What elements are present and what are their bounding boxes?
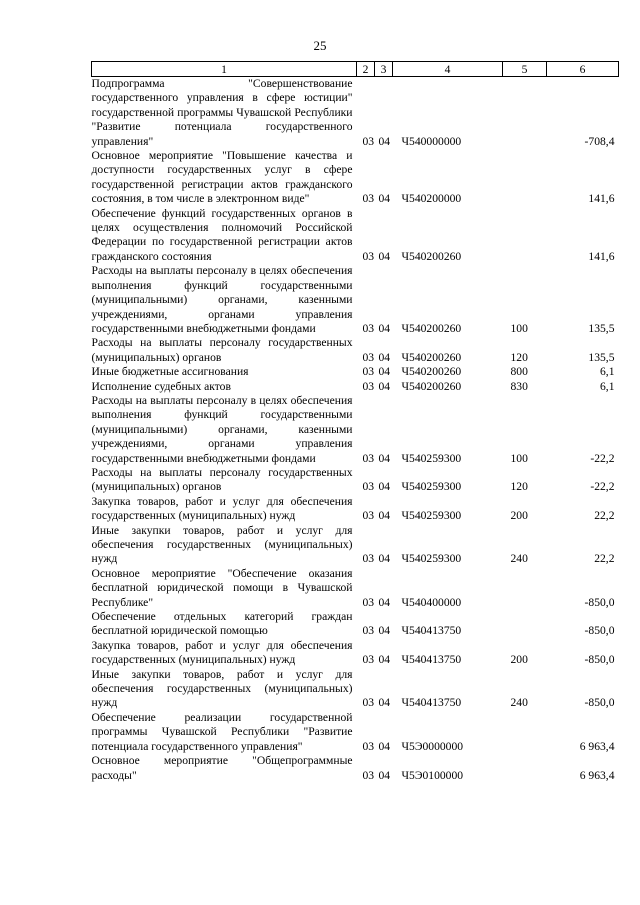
column-header-section: 2 [357,62,375,77]
row-amount: -850,0 [584,696,615,710]
row-amount: 22,2 [594,509,615,523]
row-name: Закупка товаров, работ и услуг для обеспечения государственных (муниципальных) нужд [91,494,353,523]
table-body [92,77,619,783]
row-name: Обеспечение функций государственных органов в целях осуществления полномочий Российской Федерации по государственной регистрации актов гражданского состояния [91,206,353,263]
row-expense-type: 100 [510,321,528,335]
column-header-name: 1 [92,62,357,77]
row-section: 03 [362,379,375,393]
table-row [92,668,619,711]
column-header-subsection: 3 [375,62,393,77]
row-amount: -22,2 [590,480,615,494]
row-section: 03 [362,696,375,710]
row-target-item: Ч540259300 [401,509,462,523]
table-row [92,567,619,610]
row-section: 03 [362,624,375,638]
row-target-item: Ч540259300 [401,552,462,566]
row-name: Закупка товаров, работ и услуг для обеспечения государственных (муниципальных) нужд [91,638,353,667]
row-expense-type: 200 [510,653,528,667]
row-expense-type [503,77,547,150]
row-name: Основное мероприятие "Общепрограммные расходы" [91,754,353,782]
row-subsection: 04 [378,653,391,667]
row-expense-type [503,567,547,610]
row-name: Обеспечение отдельных категорий граждан бесплатной юридической помощью [91,610,353,638]
row-section: 03 [362,365,375,379]
row-name: Иные закупки товаров, работ и услуг для обеспечения государственных (муниципальных) нужд [91,667,353,710]
row-target-item: Ч5Э0000000 [401,739,464,753]
page-number: 25 [313,38,327,53]
row-amount: 141,6 [588,249,615,263]
row-section: 03 [362,192,375,206]
row-section: 03 [362,552,375,566]
row-section: 03 [362,134,375,148]
row-target-item: Ч540200260 [401,365,462,379]
row-expense-type: 200 [510,509,528,523]
row-subsection: 04 [378,595,391,609]
row-subsection: 04 [378,696,391,710]
row-name: Расходы на выплаты персоналу в целях обеспечения выполнения функций государственными (муниципальными) органами, казенными учреждениями, органами управления государственными внебюджетными фондами [91,264,353,335]
row-section: 03 [362,321,375,335]
row-name: Подпрограмма "Совершенствование государственного управления в сфере юстиции" государственной программы Чувашской Республики "Развитие потенциала государственного управления" [91,77,353,148]
row-section: 03 [362,739,375,753]
row-expense-type: 800 [510,365,528,379]
row-target-item: Ч540000000 [401,134,462,148]
table-row [92,524,619,567]
row-name: Основное мероприятие "Повышение качества и доступности государственных услуг в сфере государственной регистрации актов гражданского состояния, в том числе в электронном виде" [91,149,353,206]
table-row [92,336,619,365]
row-target-item: Ч540413750 [401,624,462,638]
row-section: 03 [362,653,375,667]
table-row [92,495,619,524]
row-target-item: Ч540413750 [401,653,462,667]
table-row [92,610,619,639]
table-row [92,149,619,207]
row-amount: 135,5 [588,350,615,364]
row-section: 03 [362,350,375,364]
row-subsection: 04 [378,451,391,465]
row-expense-type: 120 [510,480,528,494]
table-row [92,394,619,466]
row-target-item: Ч540200000 [401,192,462,206]
row-expense-type [503,610,547,639]
row-expense-type: 830 [510,379,528,393]
table-row [92,754,619,783]
table-row [92,380,619,394]
table-row [92,365,619,379]
row-target-item: Ч540200260 [401,321,462,335]
row-subsection: 04 [378,768,391,782]
table-row [92,466,619,495]
table-header [92,62,619,77]
row-subsection: 04 [378,365,391,379]
table-row [92,77,619,150]
budget-table [91,61,619,783]
column-header-amount: 6 [547,62,619,77]
row-section: 03 [362,768,375,782]
row-amount: 6,1 [600,365,615,379]
row-expense-type [503,754,547,783]
row-name: Иные бюджетные ассигнования [91,365,249,379]
row-name: Обеспечение реализации государственной программы Чувашской Республики "Развитие потенциала государственного управления" [91,710,353,753]
row-expense-type: 100 [510,451,528,465]
row-amount: 22,2 [594,552,615,566]
row-name: Расходы на выплаты персоналу в целях обеспечения выполнения функций государственными (муниципальными) органами, казенными учреждениями, органами управления государственными внебюджетными фондами [91,393,353,465]
row-amount: -850,0 [584,653,615,667]
row-amount: -850,0 [584,624,615,638]
row-amount: 6 963,4 [579,768,615,782]
row-target-item: Ч540400000 [401,595,462,609]
row-amount: -22,2 [590,451,615,465]
row-expense-type [503,711,547,754]
row-amount: -850,0 [584,595,615,609]
row-subsection: 04 [378,350,391,364]
row-target-item: Ч540200260 [401,249,462,263]
row-subsection: 04 [378,509,391,523]
table-row [92,639,619,668]
row-target-item: Ч540413750 [401,696,462,710]
row-expense-type: 240 [510,552,528,566]
row-target-item: Ч540259300 [401,451,462,465]
row-subsection: 04 [378,739,391,753]
row-amount: 6,1 [600,379,615,393]
row-subsection: 04 [378,321,391,335]
row-subsection: 04 [378,624,391,638]
table-row [92,711,619,754]
column-header-expense-type: 5 [503,62,547,77]
row-section: 03 [362,480,375,494]
row-expense-type [503,207,547,265]
row-expense-type: 120 [510,350,528,364]
row-name: Расходы на выплаты персоналу государственных (муниципальных) органов [91,465,353,494]
row-name: Расходы на выплаты персоналу государственных (муниципальных) органов [91,336,353,364]
column-header-target-item: 4 [393,62,503,77]
row-name: Основное мероприятие "Обеспечение оказания бесплатной юридической помощи в Чувашской Республике" [91,566,353,609]
row-subsection: 04 [378,192,391,206]
row-name: Исполнение судебных актов [91,379,231,393]
row-target-item: Ч5Э0100000 [401,768,464,782]
row-subsection: 04 [378,134,391,148]
row-section: 03 [362,249,375,263]
row-amount: 141,6 [588,192,615,206]
row-subsection: 04 [378,480,391,494]
row-target-item: Ч540259300 [401,480,462,494]
row-amount: 135,5 [588,321,615,335]
row-target-item: Ч540200260 [401,379,462,393]
row-subsection: 04 [378,552,391,566]
row-target-item: Ч540200260 [401,350,462,364]
row-amount: -708,4 [584,134,615,148]
row-subsection: 04 [378,249,391,263]
row-section: 03 [362,595,375,609]
row-expense-type: 240 [510,696,528,710]
row-expense-type [503,149,547,207]
table-row [92,264,619,336]
row-amount: 6 963,4 [579,739,615,753]
row-subsection: 04 [378,379,391,393]
row-section: 03 [362,509,375,523]
row-name: Иные закупки товаров, работ и услуг для обеспечения государственных (муниципальных) нужд [91,523,353,566]
table-row [92,207,619,265]
row-section: 03 [362,451,375,465]
